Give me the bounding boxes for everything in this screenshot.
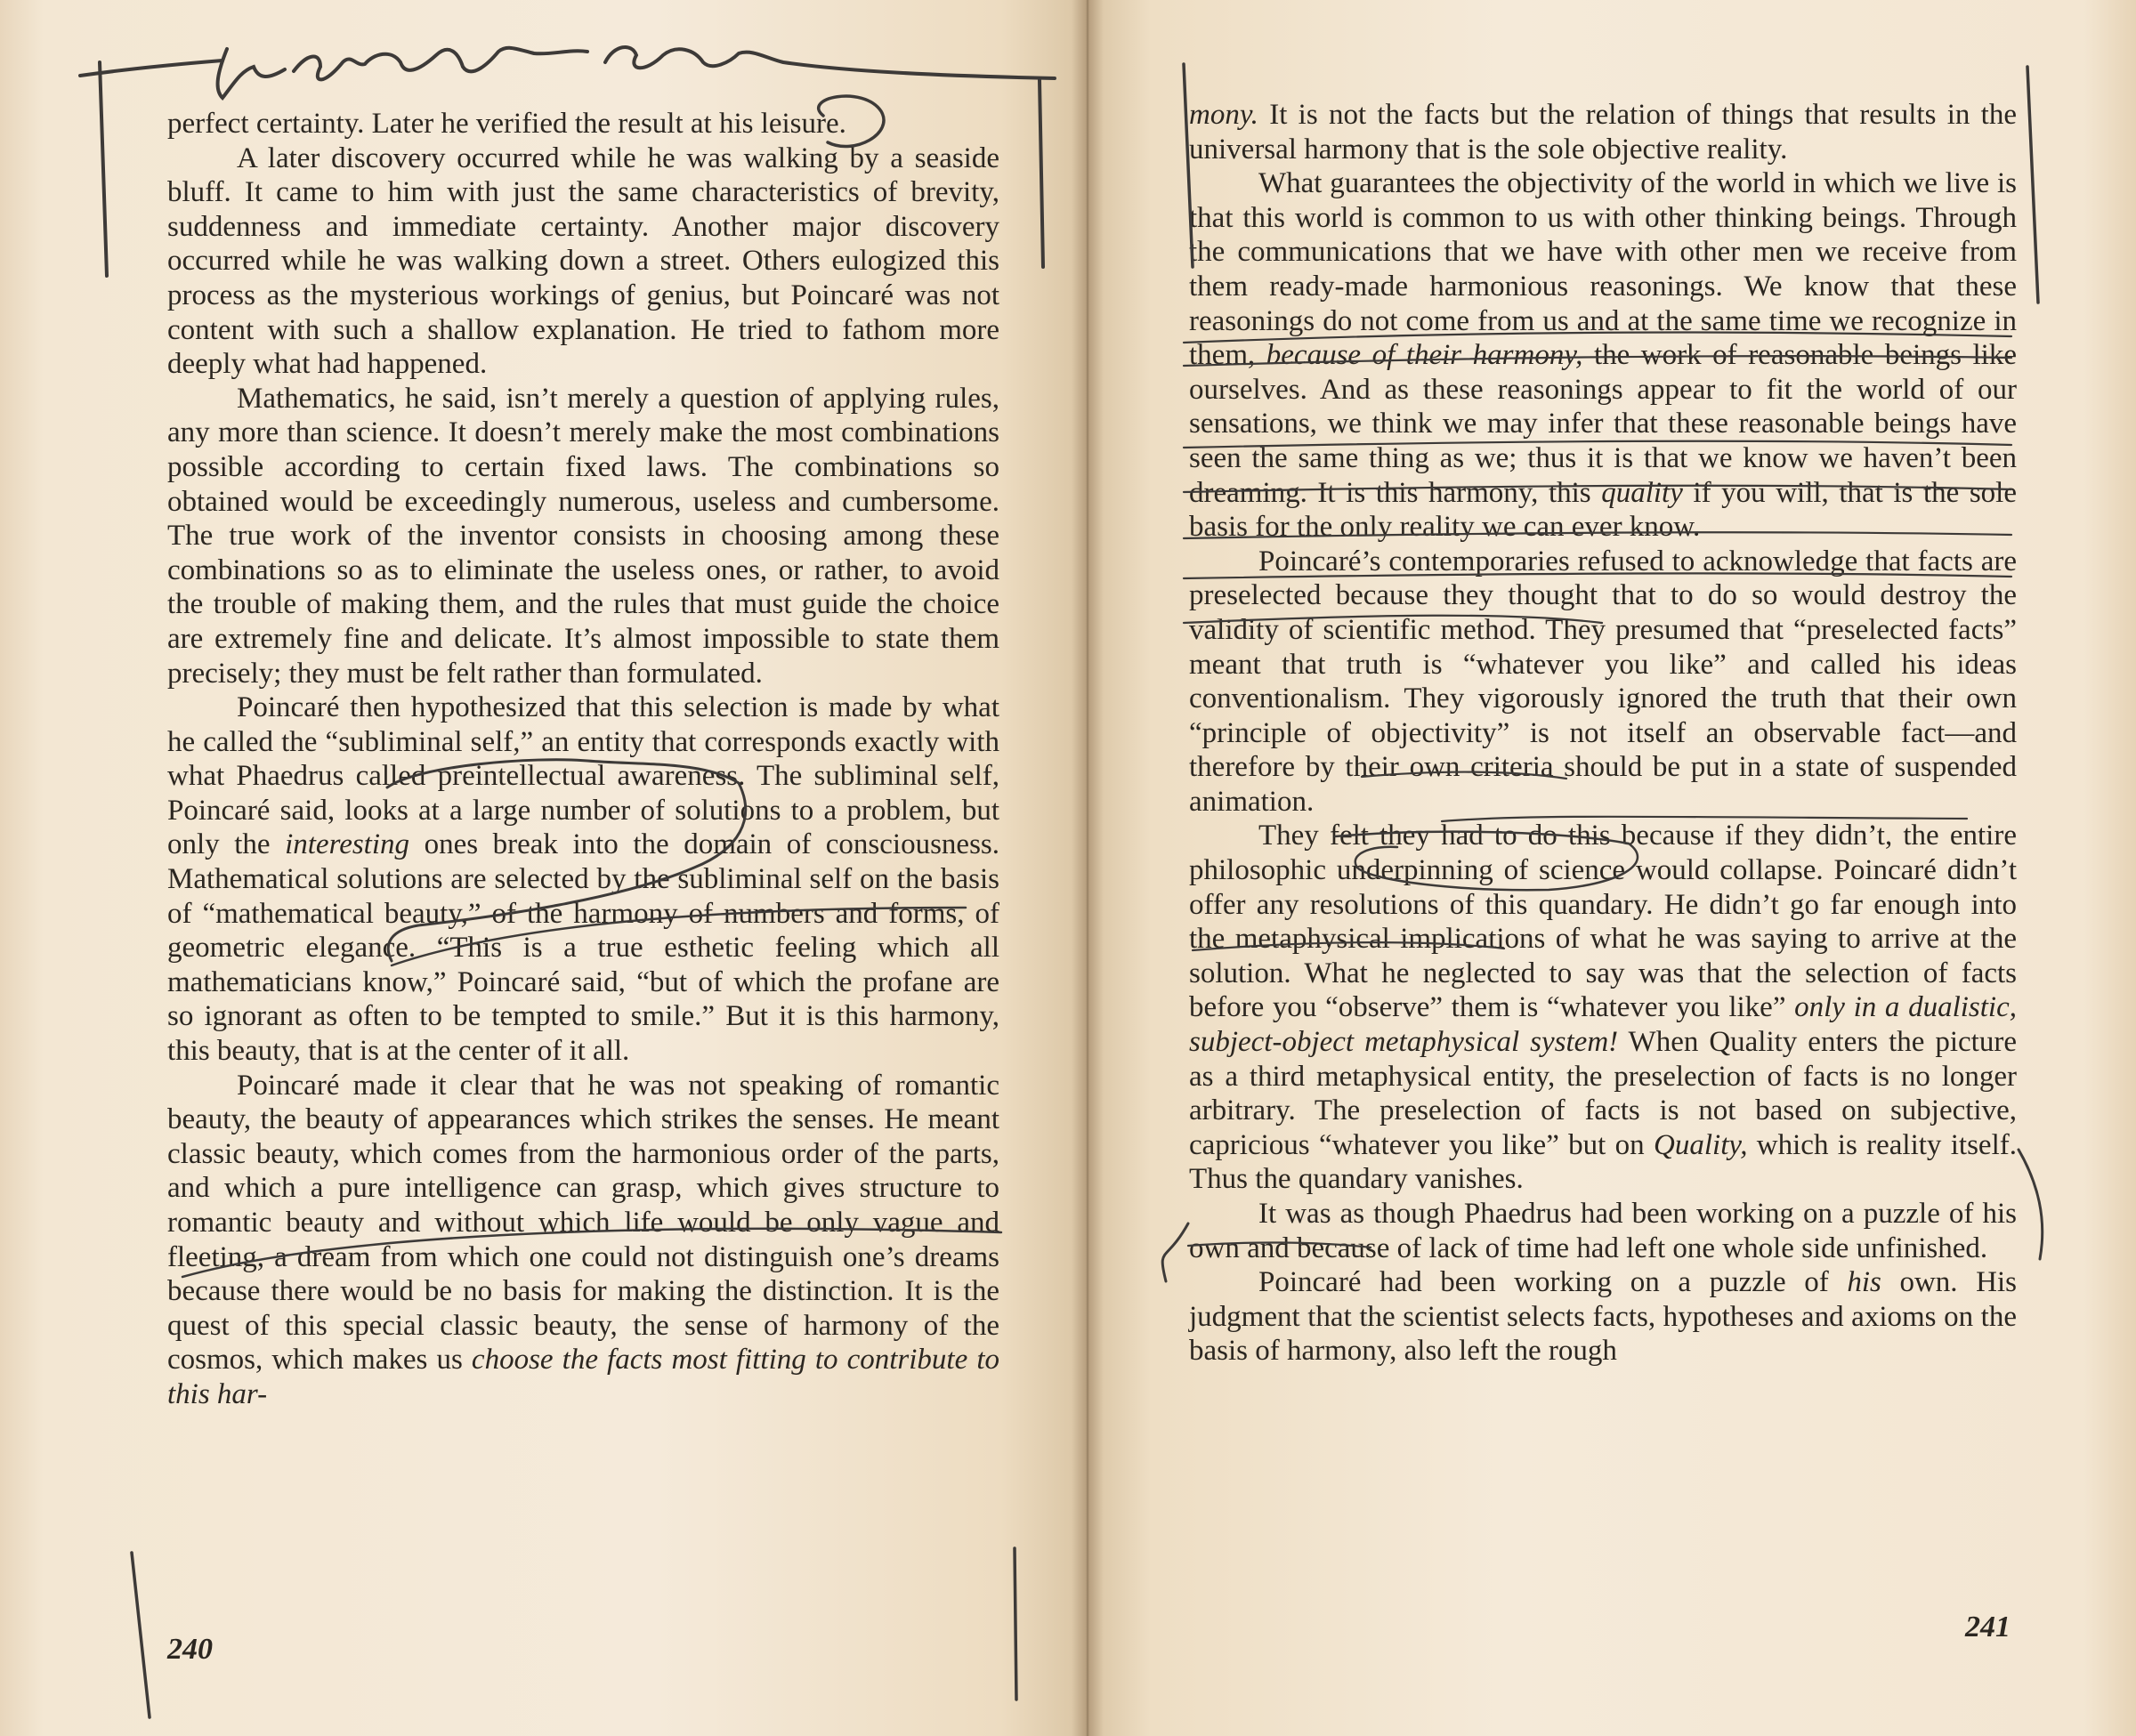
paragraph: Poincaré made it clear that he was not speaking of romantic beauty, the beauty of appearances which strikes the senses. He meant classic beauty, which comes from the harmonious order of the parts, and which a pure intelligence can grasp, which gives structure to romantic beauty and without which life would be only vague and fleeting, a dream from which one could not distinguish one’s dreams because there would be no basis for making the distinction. It is the quest of this special classic beauty, the sense of harmony of the cosmos, which makes us choose the facts most fitting to contribute to this har-: [167, 1069, 999, 1410]
paragraph: Poincaré had been working on a puzzle of his own. His judgment that the scientist selects facts, hypotheses and axioms on the basis of harmony, also left the rough: [1189, 1266, 2017, 1368]
paragraph: What guarantees the objectivity of the world in which we live is that this world is common to us with other thinking beings. Through the communications that we have with other men we receive from them ready-made harmonious reasonings. We know that these reasonings do not come from us and at the same time we recognize in them, because of their harmony, the work of reasonable beings like ourselves. And as these reasonings appear to fit the world of our sensations, we think we may infer that these reasonable beings have seen the same thing as we; thus it is that we know we haven’t been dreaming. It is this harmony, this quality if you will, that is the sole basis for the only reality we can ever know.: [1189, 167, 2018, 544]
paragraph: A later discovery occurred while he was walking by a seaside bluff. It came to him with just the same characteristics of brevity, suddenness and immediate certainty. Another major discovery occurred while he was walking down a street. Others eulogized this process as the mysterious workings of genius, but Poincaré was not content with such a shallow explanation. He tried to fathom more deeply what had happened.: [167, 141, 999, 381]
page-number: 240: [167, 1633, 213, 1666]
paragraph: Poincaré’s contemporaries refused to acknowledge that facts are preselected because they thought that to do so would destroy the validity of scientific method. They presumed that “preselected facts” meant that truth is “whatever you like” and called his ideas conventionalism. They vigorously ignored the truth that their own “principle of objectivity” is not itself an observable fact—and therefore by their own criteria should be put in a state of suspended animation.: [1189, 545, 2017, 818]
paragraph: It was as though Phaedrus had been working on a puzzle of his own and because of lack of time had left one whole side unfinished.: [1189, 1198, 2017, 1264]
paragraph: perfect certainty. Later he verified the result at his leisure.: [167, 108, 846, 140]
page-number: 241: [1965, 1611, 2011, 1643]
paragraph: Poincaré then hypothesized that this selection is made by what he called the “subliminal self,” an entity that corresponds exactly with what Phaedrus called preintellectual awareness. The subliminal self, Poincaré said, looks at a large number of solutions to a problem, but only the interesting ones break into the domain of consciousness. Mathematical solutions are selected by the subliminal self on the basis of “mathematical beauty,” of the harmony of numbers and forms, of geometric elegance. “This is a true esthetic feeling which all mathematicians know,” Poincaré said, “but of which the profane are so ignorant as often to be tempted to smile.” But it is this harmony, this beauty, that is at the center of it all.: [167, 691, 999, 1068]
paragraph: mony. It is not the facts but the relation of things that results in the universal harmony that is the sole objective reality.: [1189, 99, 2017, 166]
right-page-text: [1189, 98, 2017, 1369]
book-gutter: [1072, 0, 1104, 1736]
paragraph: They felt they had to do this because if they didn’t, the entire philosophic underpinning of science would collapse. Poincaré didn’t offer any resolutions of this quandary. He didn’t go far enough into the metaphysical implications of what he was saying to arrive at the solution. What he neglected to say was that the selection of facts before you “observe” them is “whatever you like” only in a dualistic, subject-object metaphysical system! When Quality enters the picture as a third metaphysical entity, the preselection of facts is no longer arbitrary. The preselection of facts is not based on subjective, capricious “whatever you like” but on Quality, which is reality itself. Thus the quandary vanishes.: [1189, 820, 2017, 1196]
left-page-text: [167, 107, 999, 1412]
paragraph: Mathematics, he said, isn’t merely a question of applying rules, any more than science. It doesn’t merely make the most combinations possible according to certain fixed laws. The combinations so obtained would be exceedingly numerous, useless and cumbersome. The true work of the inventor consists in choosing among these combinations so as to eliminate the useless ones, or rather, to avoid the trouble of making them, and the rules that must guide the choice are extremely fine and delicate. It’s almost impossible to state them precisely; they must be felt rather than formulated.: [167, 382, 999, 690]
